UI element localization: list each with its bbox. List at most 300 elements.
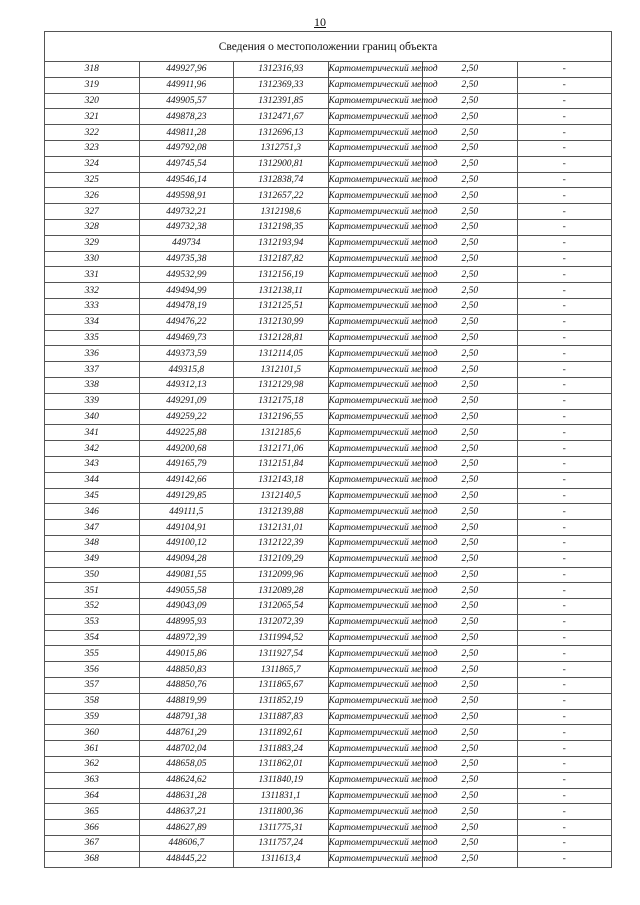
point-number-cell: 357 (45, 678, 140, 694)
description-cell: - (517, 614, 612, 630)
method-cell: Картометрический метод (328, 362, 423, 378)
description-cell: - (517, 456, 612, 472)
method-cell: Картометрический метод (328, 804, 423, 820)
point-number-cell: 367 (45, 836, 140, 852)
method-cell: Картометрический метод (328, 725, 423, 741)
table-row (45, 599, 612, 615)
coordinate-x-cell: 449291,09 (139, 393, 234, 409)
coordinate-y-cell: 1312696,13 (234, 125, 329, 141)
coordinate-y-cell: 1312101,5 (234, 362, 329, 378)
description-cell: - (517, 346, 612, 362)
description-cell: - (517, 314, 612, 330)
coordinate-x-cell: 449055,58 (139, 583, 234, 599)
accuracy-cell: 2,50 (423, 409, 518, 425)
coordinate-y-cell: 1312316,93 (234, 62, 329, 78)
point-number-cell: 354 (45, 630, 140, 646)
method-cell: Картометрический метод (328, 393, 423, 409)
coordinate-y-cell: 1311775,31 (234, 820, 329, 836)
description-cell: - (517, 77, 612, 93)
description-cell: - (517, 425, 612, 441)
accuracy-cell: 2,50 (423, 788, 518, 804)
accuracy-cell: 2,50 (423, 757, 518, 773)
coordinate-x-cell: 449259,22 (139, 409, 234, 425)
point-number-cell: 351 (45, 583, 140, 599)
method-cell: Картометрический метод (328, 772, 423, 788)
coordinate-y-cell: 1312175,18 (234, 393, 329, 409)
coordinate-y-cell: 1311862,01 (234, 757, 329, 773)
description-cell: - (517, 678, 612, 694)
method-cell: Картометрический метод (328, 267, 423, 283)
description-cell: - (517, 140, 612, 156)
coordinate-x-cell: 449878,23 (139, 109, 234, 125)
accuracy-cell: 2,50 (423, 109, 518, 125)
coordinate-x-cell: 449792,08 (139, 140, 234, 156)
coordinate-x-cell: 448850,83 (139, 662, 234, 678)
coordinate-x-cell: 448445,22 (139, 851, 234, 867)
table-row (45, 567, 612, 583)
table-row (45, 219, 612, 235)
coordinate-x-cell: 449373,59 (139, 346, 234, 362)
point-number-cell: 355 (45, 646, 140, 662)
method-cell: Картометрический метод (328, 298, 423, 314)
description-cell: - (517, 441, 612, 457)
table-row (45, 820, 612, 836)
description-cell: - (517, 125, 612, 141)
accuracy-cell: 2,50 (423, 725, 518, 741)
coordinate-y-cell: 1312129,98 (234, 377, 329, 393)
coordinate-y-cell: 1312198,6 (234, 204, 329, 220)
coordinate-x-cell: 449469,73 (139, 330, 234, 346)
table-row (45, 283, 612, 299)
description-cell: - (517, 109, 612, 125)
description-cell: - (517, 298, 612, 314)
description-cell: - (517, 251, 612, 267)
accuracy-cell: 2,50 (423, 599, 518, 615)
description-cell: - (517, 804, 612, 820)
table-row (45, 851, 612, 867)
point-number-cell: 322 (45, 125, 140, 141)
description-cell: - (517, 788, 612, 804)
table-caption: Сведения о местоположении границ объекта (45, 32, 612, 62)
point-number-cell: 327 (45, 204, 140, 220)
point-number-cell: 333 (45, 298, 140, 314)
coordinate-x-cell: 449735,38 (139, 251, 234, 267)
accuracy-cell: 2,50 (423, 298, 518, 314)
point-number-cell: 343 (45, 456, 140, 472)
coordinate-x-cell: 448972,39 (139, 630, 234, 646)
description-cell: - (517, 646, 612, 662)
point-number-cell: 363 (45, 772, 140, 788)
table-row (45, 757, 612, 773)
coordinate-x-cell: 448761,29 (139, 725, 234, 741)
table-row (45, 298, 612, 314)
description-cell: - (517, 267, 612, 283)
point-number-cell: 337 (45, 362, 140, 378)
method-cell: Картометрический метод (328, 172, 423, 188)
coordinate-x-cell: 448702,04 (139, 741, 234, 757)
description-cell: - (517, 283, 612, 299)
coordinate-y-cell: 1311994,52 (234, 630, 329, 646)
coordinate-y-cell: 1311613,4 (234, 851, 329, 867)
coordinate-x-cell: 449532,99 (139, 267, 234, 283)
coordinate-y-cell: 1311831,1 (234, 788, 329, 804)
table-row (45, 646, 612, 662)
point-number-cell: 330 (45, 251, 140, 267)
accuracy-cell: 2,50 (423, 330, 518, 346)
coordinate-y-cell: 1312122,39 (234, 535, 329, 551)
coordinate-x-cell: 449043,09 (139, 599, 234, 615)
accuracy-cell: 2,50 (423, 377, 518, 393)
description-cell: - (517, 393, 612, 409)
point-number-cell: 323 (45, 140, 140, 156)
coordinate-y-cell: 1311865,67 (234, 678, 329, 694)
method-cell: Картометрический метод (328, 757, 423, 773)
accuracy-cell: 2,50 (423, 535, 518, 551)
description-cell: - (517, 599, 612, 615)
method-cell: Картометрический метод (328, 535, 423, 551)
description-cell: - (517, 172, 612, 188)
point-number-cell: 328 (45, 219, 140, 235)
accuracy-cell: 2,50 (423, 551, 518, 567)
table-row (45, 425, 612, 441)
coordinate-y-cell: 1312065,54 (234, 599, 329, 615)
description-cell: - (517, 820, 612, 836)
coordinate-y-cell: 1312185,6 (234, 425, 329, 441)
coordinate-x-cell: 449732,38 (139, 219, 234, 235)
method-cell: Картометрический метод (328, 125, 423, 141)
method-cell: Картометрический метод (328, 251, 423, 267)
point-number-cell: 326 (45, 188, 140, 204)
method-cell: Картометрический метод (328, 472, 423, 488)
coordinate-x-cell: 449129,85 (139, 488, 234, 504)
description-cell: - (517, 472, 612, 488)
method-cell: Картометрический метод (328, 662, 423, 678)
method-cell: Картометрический метод (328, 851, 423, 867)
method-cell: Картометрический метод (328, 330, 423, 346)
coordinate-x-cell: 449315,8 (139, 362, 234, 378)
accuracy-cell: 2,50 (423, 188, 518, 204)
coordinate-y-cell: 1312900,81 (234, 156, 329, 172)
point-number-cell: 362 (45, 757, 140, 773)
table-row (45, 77, 612, 93)
method-cell: Картометрический метод (328, 204, 423, 220)
coordinate-x-cell: 449732,21 (139, 204, 234, 220)
accuracy-cell: 2,50 (423, 836, 518, 852)
coordinate-y-cell: 1312751,3 (234, 140, 329, 156)
description-cell: - (517, 693, 612, 709)
point-number-cell: 356 (45, 662, 140, 678)
table-row (45, 62, 612, 78)
point-number-cell: 361 (45, 741, 140, 757)
accuracy-cell: 2,50 (423, 567, 518, 583)
table-row (45, 346, 612, 362)
method-cell: Картометрический метод (328, 678, 423, 694)
coordinate-x-cell: 448624,62 (139, 772, 234, 788)
method-cell: Картометрический метод (328, 219, 423, 235)
table-row (45, 125, 612, 141)
coordinate-y-cell: 1312193,94 (234, 235, 329, 251)
table-row (45, 709, 612, 725)
coordinate-y-cell: 1312139,88 (234, 504, 329, 520)
table-row (45, 93, 612, 109)
table-row (45, 614, 612, 630)
accuracy-cell: 2,50 (423, 172, 518, 188)
coordinate-x-cell: 449015,86 (139, 646, 234, 662)
method-cell: Картометрический метод (328, 630, 423, 646)
coordinate-y-cell: 1312369,33 (234, 77, 329, 93)
table-row (45, 504, 612, 520)
coordinate-y-cell: 1312171,06 (234, 441, 329, 457)
coordinate-x-cell: 449745,54 (139, 156, 234, 172)
point-number-cell: 353 (45, 614, 140, 630)
accuracy-cell: 2,50 (423, 472, 518, 488)
accuracy-cell: 2,50 (423, 425, 518, 441)
accuracy-cell: 2,50 (423, 456, 518, 472)
method-cell: Картометрический метод (328, 140, 423, 156)
point-number-cell: 341 (45, 425, 140, 441)
table-row (45, 551, 612, 567)
coordinate-x-cell: 449094,28 (139, 551, 234, 567)
method-cell: Картометрический метод (328, 93, 423, 109)
description-cell: - (517, 662, 612, 678)
coordinate-y-cell: 1311757,24 (234, 836, 329, 852)
coordinate-y-cell: 1312130,99 (234, 314, 329, 330)
accuracy-cell: 2,50 (423, 504, 518, 520)
table-row (45, 488, 612, 504)
description-cell: - (517, 330, 612, 346)
table-row (45, 678, 612, 694)
point-number-cell: 358 (45, 693, 140, 709)
method-cell: Картометрический метод (328, 314, 423, 330)
coordinate-y-cell: 1311887,83 (234, 709, 329, 725)
description-cell: - (517, 377, 612, 393)
table-row (45, 441, 612, 457)
method-cell: Картометрический метод (328, 235, 423, 251)
coordinate-y-cell: 1312125,51 (234, 298, 329, 314)
coordinate-x-cell: 449100,12 (139, 535, 234, 551)
point-number-cell: 365 (45, 804, 140, 820)
method-cell: Картометрический метод (328, 583, 423, 599)
table-row (45, 314, 612, 330)
description-cell: - (517, 709, 612, 725)
table-row (45, 156, 612, 172)
coordinate-x-cell: 449104,91 (139, 520, 234, 536)
point-number-cell: 344 (45, 472, 140, 488)
description-cell: - (517, 235, 612, 251)
method-cell: Картометрический метод (328, 741, 423, 757)
accuracy-cell: 2,50 (423, 77, 518, 93)
coordinate-x-cell: 449494,99 (139, 283, 234, 299)
coordinate-x-cell: 448637,21 (139, 804, 234, 820)
coordinate-y-cell: 1312099,96 (234, 567, 329, 583)
method-cell: Картометрический метод (328, 456, 423, 472)
point-number-cell: 340 (45, 409, 140, 425)
method-cell: Картометрический метод (328, 820, 423, 836)
point-number-cell: 324 (45, 156, 140, 172)
point-number-cell: 329 (45, 235, 140, 251)
point-number-cell: 350 (45, 567, 140, 583)
point-number-cell: 366 (45, 820, 140, 836)
coordinate-x-cell: 448995,93 (139, 614, 234, 630)
accuracy-cell: 2,50 (423, 678, 518, 694)
description-cell: - (517, 757, 612, 773)
point-number-cell: 345 (45, 488, 140, 504)
coordinate-y-cell: 1312089,28 (234, 583, 329, 599)
table-row (45, 235, 612, 251)
table-row (45, 330, 612, 346)
description-cell: - (517, 520, 612, 536)
method-cell: Картометрический метод (328, 836, 423, 852)
method-cell: Картометрический метод (328, 109, 423, 125)
table-row (45, 725, 612, 741)
description-cell: - (517, 836, 612, 852)
coordinate-y-cell: 1312196,55 (234, 409, 329, 425)
method-cell: Картометрический метод (328, 156, 423, 172)
description-cell: - (517, 535, 612, 551)
description-cell: - (517, 93, 612, 109)
accuracy-cell: 2,50 (423, 614, 518, 630)
point-number-cell: 338 (45, 377, 140, 393)
coordinate-x-cell: 448631,28 (139, 788, 234, 804)
description-cell: - (517, 62, 612, 78)
accuracy-cell: 2,50 (423, 93, 518, 109)
table-row (45, 693, 612, 709)
coordinate-x-cell: 448850,76 (139, 678, 234, 694)
accuracy-cell: 2,50 (423, 693, 518, 709)
coordinate-y-cell: 1312143,18 (234, 472, 329, 488)
table-row (45, 456, 612, 472)
table-row (45, 188, 612, 204)
method-cell: Картометрический метод (328, 283, 423, 299)
coordinate-y-cell: 1312072,39 (234, 614, 329, 630)
table-row (45, 662, 612, 678)
method-cell: Картометрический метод (328, 77, 423, 93)
table-row (45, 788, 612, 804)
method-cell: Картометрический метод (328, 188, 423, 204)
description-cell: - (517, 188, 612, 204)
coordinate-y-cell: 1312128,81 (234, 330, 329, 346)
coordinate-y-cell: 1312471,67 (234, 109, 329, 125)
point-number-cell: 364 (45, 788, 140, 804)
method-cell: Картометрический метод (328, 441, 423, 457)
coordinate-y-cell: 1311927,54 (234, 646, 329, 662)
point-number-cell: 332 (45, 283, 140, 299)
description-cell: - (517, 204, 612, 220)
coordinate-y-cell: 1312198,35 (234, 219, 329, 235)
table-row (45, 109, 612, 125)
coordinate-x-cell: 448791,38 (139, 709, 234, 725)
method-cell: Картометрический метод (328, 567, 423, 583)
accuracy-cell: 2,50 (423, 125, 518, 141)
accuracy-cell: 2,50 (423, 741, 518, 757)
point-number-cell: 325 (45, 172, 140, 188)
point-number-cell: 360 (45, 725, 140, 741)
point-number-cell: 321 (45, 109, 140, 125)
method-cell: Картометрический метод (328, 646, 423, 662)
point-number-cell: 347 (45, 520, 140, 536)
coordinate-x-cell: 449478,19 (139, 298, 234, 314)
description-cell: - (517, 741, 612, 757)
coordinate-x-cell: 448819,99 (139, 693, 234, 709)
coordinate-y-cell: 1311865,7 (234, 662, 329, 678)
description-cell: - (517, 725, 612, 741)
page-number: 10 (314, 15, 326, 29)
description-cell: - (517, 362, 612, 378)
accuracy-cell: 2,50 (423, 283, 518, 299)
coordinate-x-cell: 449081,55 (139, 567, 234, 583)
table-row (45, 583, 612, 599)
table-row (45, 804, 612, 820)
point-number-cell: 319 (45, 77, 140, 93)
accuracy-cell: 2,50 (423, 62, 518, 78)
accuracy-cell: 2,50 (423, 662, 518, 678)
coordinate-x-cell: 449598,91 (139, 188, 234, 204)
point-number-cell: 331 (45, 267, 140, 283)
method-cell: Картометрический метод (328, 599, 423, 615)
accuracy-cell: 2,50 (423, 156, 518, 172)
description-cell: - (517, 851, 612, 867)
table-row (45, 472, 612, 488)
method-cell: Картометрический метод (328, 504, 423, 520)
coordinate-y-cell: 1312657,22 (234, 188, 329, 204)
coordinate-x-cell: 449312,13 (139, 377, 234, 393)
point-number-cell: 348 (45, 535, 140, 551)
description-cell: - (517, 409, 612, 425)
method-cell: Картометрический метод (328, 346, 423, 362)
table-row (45, 204, 612, 220)
coordinate-y-cell: 1312114,05 (234, 346, 329, 362)
accuracy-cell: 2,50 (423, 362, 518, 378)
coordinate-y-cell: 1311852,19 (234, 693, 329, 709)
coordinate-y-cell: 1311892,61 (234, 725, 329, 741)
coordinate-y-cell: 1312156,19 (234, 267, 329, 283)
accuracy-cell: 2,50 (423, 583, 518, 599)
accuracy-cell: 2,50 (423, 709, 518, 725)
point-number-cell: 349 (45, 551, 140, 567)
table-row (45, 393, 612, 409)
table-row (45, 409, 612, 425)
coordinate-x-cell: 449546,14 (139, 172, 234, 188)
description-cell: - (517, 156, 612, 172)
point-number-cell: 346 (45, 504, 140, 520)
accuracy-cell: 2,50 (423, 646, 518, 662)
description-cell: - (517, 772, 612, 788)
coordinate-y-cell: 1312138,11 (234, 283, 329, 299)
table-row (45, 772, 612, 788)
table-row (45, 630, 612, 646)
coordinate-y-cell: 1312187,82 (234, 251, 329, 267)
method-cell: Картометрический метод (328, 377, 423, 393)
coordinate-y-cell: 1312131,01 (234, 520, 329, 536)
accuracy-cell: 2,50 (423, 441, 518, 457)
point-number-cell: 339 (45, 393, 140, 409)
table-caption-row (45, 32, 612, 62)
point-number-cell: 318 (45, 62, 140, 78)
table-row (45, 140, 612, 156)
method-cell: Картометрический метод (328, 551, 423, 567)
method-cell: Картометрический метод (328, 409, 423, 425)
method-cell: Картометрический метод (328, 488, 423, 504)
point-number-cell: 359 (45, 709, 140, 725)
method-cell: Картометрический метод (328, 425, 423, 441)
table-row (45, 362, 612, 378)
coordinate-x-cell: 449165,79 (139, 456, 234, 472)
coordinate-x-cell: 448606,7 (139, 836, 234, 852)
point-number-cell: 368 (45, 851, 140, 867)
table-row (45, 836, 612, 852)
coordinate-y-cell: 1312151,84 (234, 456, 329, 472)
coordinate-x-cell: 449476,22 (139, 314, 234, 330)
